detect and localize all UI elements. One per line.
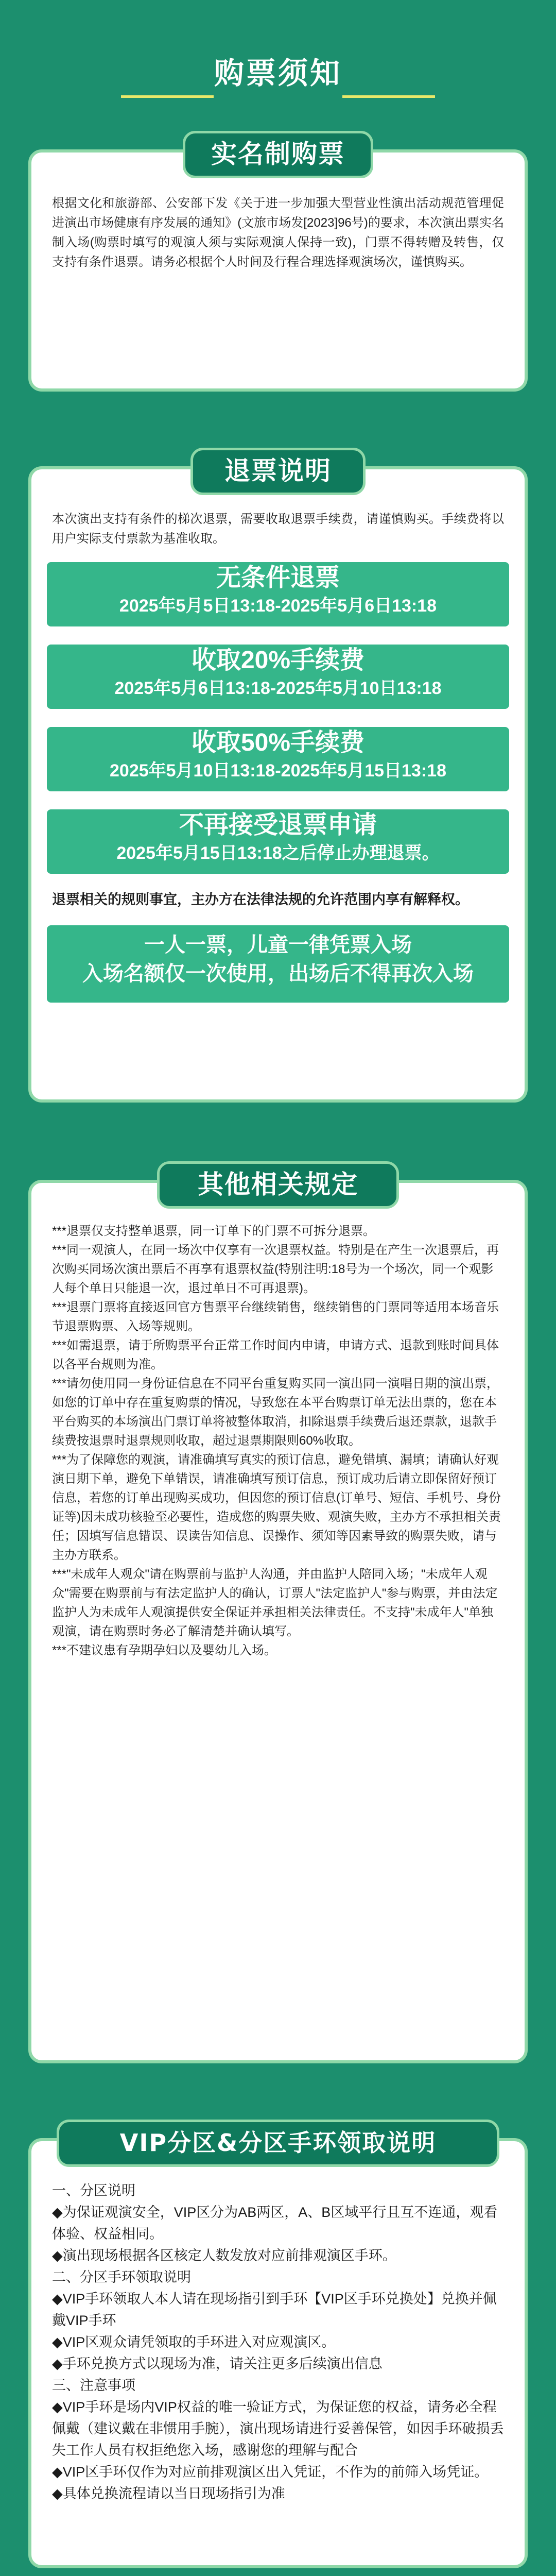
realname-card	[28, 139, 528, 392]
refund-intro: 本次演出支持有条件的梯次退票，需要收取退票手续费，请谨慎购买。手续费将以用户实际支付票款为基准收取。	[52, 512, 504, 546]
refund-tier-2	[47, 645, 509, 709]
realname-text: 根据文化和旅游部、公安部下发《关于进一步加强大型营业性演出活动规范管理促进演出市场健康有序发展的通知》(文旅市场发[2023]96号)的要求，本次演出票实名制入场(购票时填写的观演人须与实际观演人保持一致)，门票不得转赠及转售，仅支持有条件退票。请务必根据个人时间及行程合理选择观演场次，谨慎购买。	[52, 196, 504, 269]
vip-line: 二、分区手环领取说明	[52, 2269, 191, 2285]
refund-tier-1	[47, 562, 509, 626]
vip-card	[28, 2129, 528, 2568]
other-rules-list	[52, 1222, 504, 1660]
refund-note: 退票相关的规则事宜，主办方在法律法规的允许范围内享有解释权。	[52, 892, 469, 907]
entry-rule-line2: 入场名额仅一次使用，出场后不得再次入场	[82, 962, 474, 985]
title-decor-left	[121, 95, 214, 98]
vip-line: ◆为保证观演安全，VIP区分为AB两区，A、B区域平行且互不连通，观看体验、权益相同。	[52, 2205, 498, 2242]
vip-line: 一、分区说明	[52, 2183, 135, 2198]
vip-line: ◆VIP手环是场内VIP权益的唯一验证方式，为保证您的权益，请务必全程佩戴（建议戴在非惯用手腕），演出现场请进行妥善保管，如因手环破损丢失工作人员有权拒绝您入场，感谢您的理解与配合	[52, 2399, 504, 2458]
tier-date: 2025年5月15日13:18之后停止办理退票。	[116, 843, 440, 863]
rule-item: ***退票门票将直接返回官方售票平台继续销售，继续销售的门票同等适用本场音乐节退票购票、入场等规则。	[52, 1300, 499, 1333]
refund-badge: 退票说明	[190, 448, 366, 495]
refund-card	[28, 456, 528, 1103]
tier-date: 2025年5月5日13:18-2025年5月6日13:18	[119, 596, 437, 616]
tier-title: 不再接受退票申请	[179, 811, 377, 839]
rule-item: ***退票仅支持整单退票，同一订单下的门票不可拆分退票。	[52, 1224, 376, 1238]
vip-line: ◆VIP区观众请凭领取的手环进入对应观演区。	[52, 2334, 336, 2350]
rule-item: ***同一观演人，在同一场次中仅享有一次退票权益。特别是在产生一次退票后，再次购买同场次演出票后不再享有退票权益(特别注明:18号为一个场次，同一个观影人每个单日只能退一次，退过单日不可再退票)。	[52, 1243, 499, 1295]
entry-rule-line1: 一人一票，儿童一律凭票入场	[144, 934, 412, 956]
vip-line: ◆具体兑换流程请以当日现场指引为准	[52, 2486, 285, 2501]
vip-line: ◆手环兑换方式以现场为准，请关注更多后续演出信息	[52, 2356, 383, 2371]
realname-badge: 实名制购票	[183, 131, 373, 178]
tier-title: 无条件退票	[216, 564, 340, 591]
tier-date: 2025年5月10日13:18-2025年5月15日13:18	[110, 761, 446, 781]
refund-tier-4	[47, 809, 509, 874]
vip-badge: VIP分区&分区手环领取说明	[57, 2120, 499, 2167]
vip-line: 三、注意事项	[52, 2378, 135, 2393]
other-rules-badge: 其他相关规定	[157, 1161, 399, 1209]
tier-title: 收取20%手续费	[191, 647, 365, 674]
other-rules-card	[28, 1170, 528, 2063]
title-decor-right	[342, 95, 435, 98]
tier-date: 2025年5月6日13:18-2025年5月10日13:18	[114, 679, 442, 698]
refund-tier-3	[47, 727, 509, 791]
rule-item: ***如需退票，请于所购票平台正常工作时间内申请，申请方式、退款到账时间具体以各平台规则为准。	[52, 1338, 499, 1371]
tier-title: 收取50%手续费	[191, 729, 365, 756]
rule-item: ***请勿使用同一身份证信息在不同平台重复购买同一演出同一演唱日期的演出票，如您的订单中存在重复购票的情况，导致您在本平台购票订单无法出票的，您在本平台购买的本场演出门票订单将被整体取消，扣除退票手续费后退还票款，退款手续费按退票时退票规则收取，超过退票期限则60%收取。	[52, 1377, 499, 1448]
rule-item: ***不建议患有孕期孕妇以及婴幼儿入场。	[52, 1643, 277, 1657]
vip-line: ◆VIP区手环仅作为对应前排观演区出入凭证，不作为的前筛入场凭证。	[52, 2464, 489, 2480]
rule-item: ***"未成年人观众"请在购票前与监护人沟通，并由监护人陪同入场；"未成年人观众"需要在购票前与有法定监护人的确认，订票人"法定监护人"参与购票，并由法定监护人为未成年人观演提供安全保证并承担相关法律责任。不支持"未成年人"单独观演，请在购票时务必了解清楚并确认填写。	[52, 1567, 498, 1638]
entry-rule-box	[47, 925, 509, 1003]
vip-list	[52, 2180, 504, 2504]
rule-item: ***为了保障您的观演，请准确填写真实的预订信息，避免错填、漏填；请确认好观演日期下单，避免下单错误，请准确填写预订信息，预订成功后请立即保留好预订信息，若您的订单出现购买成功，但因您的预订信息(订单号、短信、手机号、身份证等)因未成功核验至必要性，造成您的购票失败、观演失败，主办方不承担相关责任；因填写信息错误、误读告知信息、误操作、须知等因素导致的购票失败，请与主办方联系。	[52, 1453, 501, 1562]
page-title: 购票须知	[214, 56, 342, 91]
vip-line: ◆演出现场根据各区核定人数发放对应前排观演区手环。	[52, 2248, 396, 2263]
vip-line: ◆VIP手环领取人本人请在现场指引到手环【VIP区手环兑换处】兑换并佩戴VIP手环	[52, 2291, 497, 2328]
